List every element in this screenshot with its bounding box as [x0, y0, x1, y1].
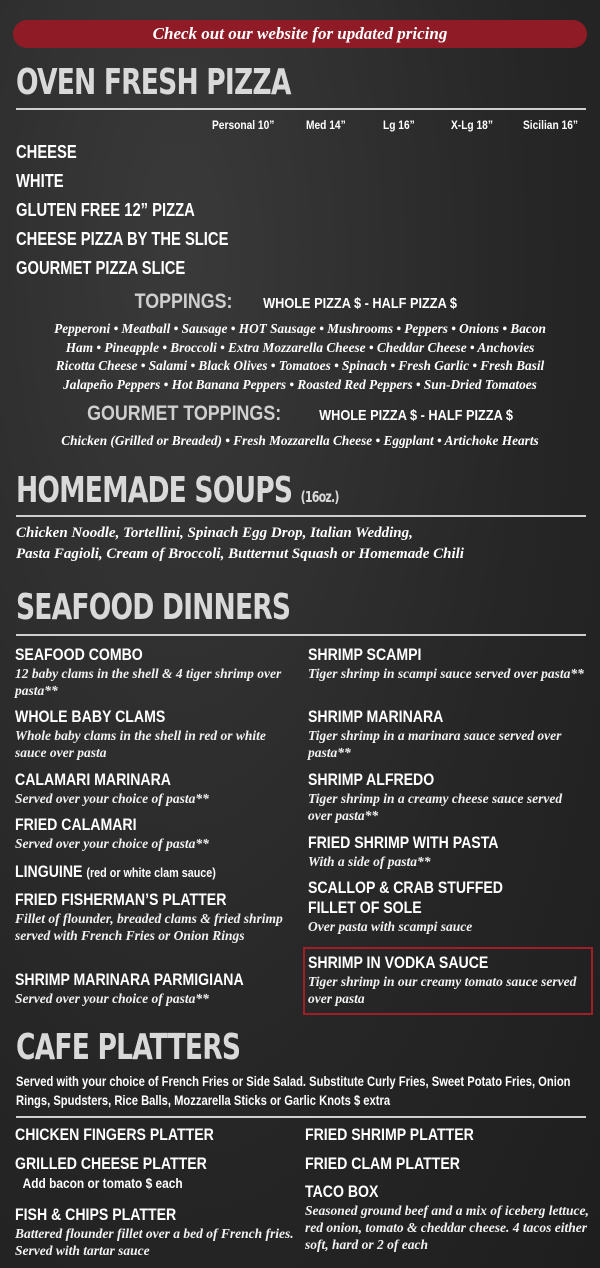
toppings-line: Pepperoni • Meatball • Sausage • HOT Sausage • Mushrooms • Peppers • Onions • Bacon [54, 321, 546, 336]
gourmet-toppings-line: Chicken (Grilled or Breaded) • Fresh Mozzarella Cheese • Eggplant • Artichoke Hearts [61, 433, 539, 448]
menu-item: SHRIMP MARINARA PARMIGIANA Served over your choice of pasta** [15, 970, 244, 1006]
pizza-item: GLUTEN FREE 12” PIZZA [16, 200, 195, 220]
toppings-line: Jalapeño Peppers • Hot Banana Peppers • Roasted Red Peppers • Sun-Dried Tomatoes [63, 376, 537, 392]
section-title-seafood: SEAFOOD DINNERS [16, 587, 291, 628]
section-title-pizza: OVEN FRESH PIZZA [16, 62, 291, 103]
menu-item: CALAMARI MARINARA Served over your choice of pasta** [15, 770, 209, 806]
menu-item: FISH & CHIPS PLATTER Battered flounder fillet over a bed of French fries. Served with tartar sauce [15, 1205, 294, 1258]
menu-item: SHRIMP MARINARA Tiger shrimp in a marinara sauce served over pasta** [308, 707, 562, 760]
gourmet-toppings-label: GOURMET TOPPINGS: [86, 402, 281, 425]
soups-size-note: (16oz.) [300, 488, 339, 506]
menu-item: WHOLE BABY CLAMS Whole baby clams in the shell in red or white sauce over pasta [15, 707, 266, 760]
size-label: Lg 16” [383, 118, 415, 132]
size-label: X-Lg 18” [451, 118, 493, 132]
menu-item: FRIED SHRIMP PLATTER [305, 1125, 474, 1144]
menu-item: LINGUINE (red or white clam sauce) [15, 862, 216, 881]
soups-line: Chicken Noodle, Tortellini, Spinach Egg Drop, Italian Wedding, [16, 525, 413, 541]
menu-item: GRILLED CHEESE PLATTER Add bacon or tomato $ each [15, 1154, 295, 1193]
toppings-line: Ham • Pineapple • Broccoli • Extra Mozzarella Cheese • Cheddar Cheese • Anchovies [65, 339, 535, 355]
toppings-label: TOPPINGS: [134, 290, 233, 313]
divider [16, 108, 586, 110]
menu-item: FRIED FISHERMAN’S PLATTER Fillet of flounder, breaded clams & fried shrimp served with French Fries or Onion Rings [15, 890, 283, 943]
grilled-cheese-addon: Add bacon or tomato $ each [22, 1175, 183, 1191]
toppings-price-note: WHOLE PIZZA $ - HALF PIZZA $ [262, 295, 457, 312]
gourmet-toppings-header [0, 402, 600, 426]
pizza-item: CHEESE [16, 142, 77, 162]
soups-title: HOMEMADE SOUPS [16, 470, 293, 511]
menu-item: FRIED CLAM PLATTER [305, 1154, 460, 1173]
size-label: Personal 10” [212, 118, 275, 132]
toppings-list [10, 320, 590, 394]
pizza-item: WHITE [16, 171, 64, 191]
soups-line: Pasta Fagioli, Cream of Broccoli, Butternut Squash or Homemade Chili [16, 546, 464, 562]
menu-item: FRIED SHRIMP WITH PASTA With a side of pasta** [308, 833, 499, 869]
divider [16, 515, 586, 517]
size-label: Med 14” [306, 118, 346, 132]
menu-item: SCALLOP & CRAB STUFFED FILLET OF SOLE Over pasta with scampi sauce [308, 878, 503, 934]
menu-item: CHICKEN FINGERS PLATTER [15, 1125, 214, 1144]
menu-item: SHRIMP SCAMPI Tiger shrimp in scampi sauce served over pasta** [308, 645, 584, 681]
divider [16, 634, 586, 636]
platters-note: Served with your choice of French Fries or Side Salad. Substitute Curly Fries, Sweet Potato Fries, Onion Rings, Spudsters, Rice Balls, Mozzarella Sticks or Garlic Knots $ extra [16, 1073, 571, 1108]
size-label: Sicilian 16” [523, 118, 578, 132]
pricing-banner: Check out our website for updated pricing [13, 20, 587, 48]
soups-list [16, 523, 586, 565]
section-title-soups [16, 470, 339, 511]
menu-item: SEAFOOD COMBO 12 baby clams in the shell & 4 tiger shrimp over pasta** [15, 645, 282, 698]
divider [16, 1116, 586, 1118]
menu-item: SHRIMP ALFREDO Tiger shrimp in a creamy cheese sauce served over pasta** [308, 770, 563, 823]
gourmet-toppings-list [10, 432, 590, 451]
menu-item: FRIED CALAMARI Served over your choice of pasta** [15, 815, 209, 851]
pizza-item: CHEESE PIZZA BY THE SLICE [16, 229, 229, 249]
section-title-platters: CAFE PLATTERS [16, 1027, 241, 1068]
toppings-line: Ricotta Cheese • Salami • Black Olives • Tomatoes • Spinach • Fresh Garlic • Fresh Basil [55, 358, 545, 373]
pizza-size-header [0, 118, 600, 134]
toppings-header [0, 290, 600, 314]
menu-item-featured: SHRIMP IN VODKA SAUCE Tiger shrimp in our creamy tomato sauce served over pasta [308, 953, 577, 1006]
menu-item: TACO BOX Seasoned ground beef and a mix of iceberg lettuce, red onion, tomato & cheddar cheese. 4 tacos either soft, hard or 2 of each [305, 1182, 589, 1252]
gourmet-toppings-price-note: WHOLE PIZZA $ - HALF PIZZA $ [319, 407, 514, 424]
linguine-note: (red or white clam sauce) [86, 865, 216, 880]
pizza-item: GOURMET PIZZA SLICE [16, 258, 186, 278]
